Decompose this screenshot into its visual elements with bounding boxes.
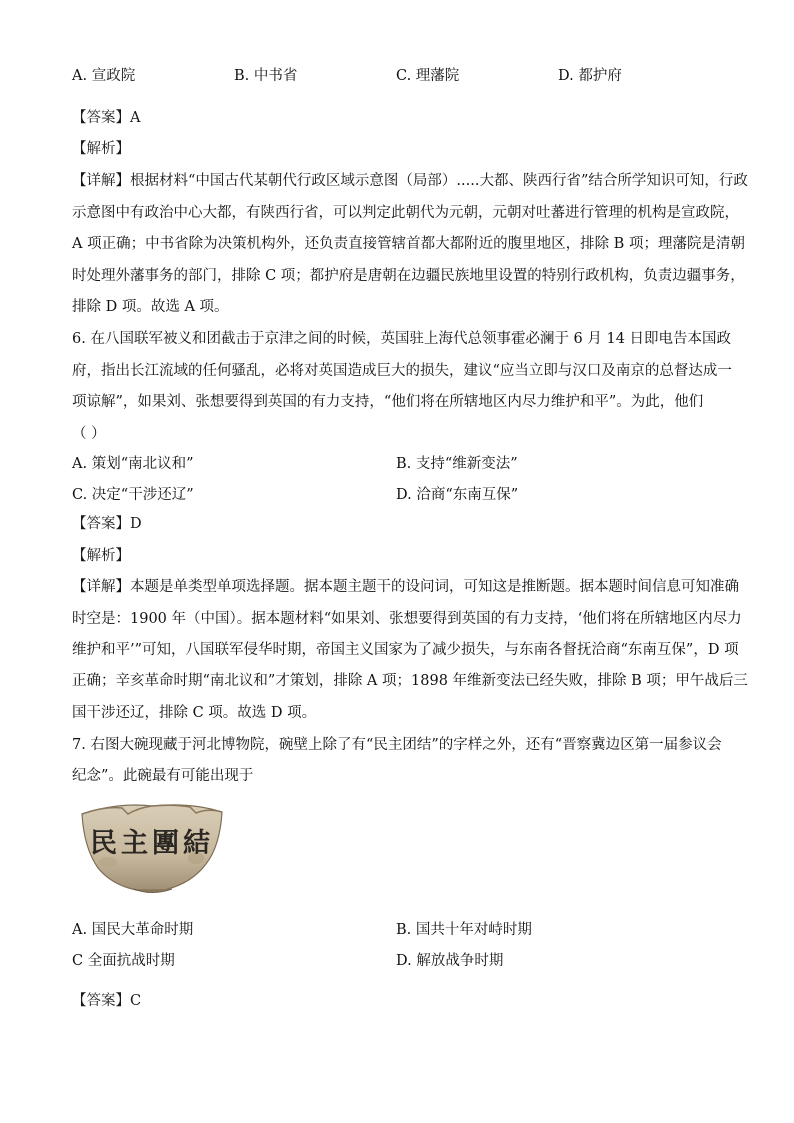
q6-detail-line: 时空是：1900 年（中国）。据本题材料“如果刘、张想要得到英国的有力支持，‘他们将在所辖地区内尽力 [72, 611, 742, 627]
q6-option-d: D. 洽商“东南互保” [396, 487, 519, 503]
bowl-illustration [78, 800, 226, 896]
q7-stem-line: 纪念”。此碗最有可能出现于 [72, 768, 254, 784]
q5-option-b: B. 中书省 [234, 68, 298, 84]
q6-stem-line: 6. 在八国联军被义和团截击于京津之间的时候，英国驻上海代总领事霍必澜于 6 月 14 日即电告本国政 [72, 331, 732, 347]
q7-answer: 【答案】C [72, 993, 142, 1009]
q7-option-c: C 全面抗战时期 [72, 953, 175, 969]
q6-detail-line: 【详解】本题是单类型单项选择题。据本题主题干的设问词，可知这是推断题。据本题时间信息可知准确 [72, 579, 739, 595]
q6-stem-line: 府，指出长江流域的任何骚乱，必将对英国造成巨大的损失，建议“应当立即与汉口及南京的总督达成一 [72, 363, 732, 379]
q7-option-d: D. 解放战争时期 [396, 953, 504, 969]
q5-detail-line: 时处理外藩事务的部门，排除 C 项；都护府是唐朝在边疆民族地里设置的特别行政机构，负责边疆事务， [72, 268, 745, 284]
q5-option-a: A. 宣政院 [72, 68, 136, 84]
q6-detail-line: 正确；辛亥革命时期“南北议和”才策划，排除 A 项；1898 年维新变法已经失败，排除 B 项；甲午战后三 [72, 673, 748, 689]
q6-analysis-heading: 【解析】 [72, 548, 130, 564]
q5-answer: 【答案】A [72, 110, 141, 126]
q6-option-a: A. 策划“南北议和” [72, 456, 194, 472]
q7-option-b: B. 国共十年对峙时期 [396, 922, 532, 938]
q6-answer: 【答案】D [72, 516, 142, 532]
q6-detail-line: 维护和平’”可知，八国联军侵华时期，帝国主义国家为了减少损失，与东南各督抚洽商“东南互保”，D 项 [72, 642, 739, 658]
q6-stem-line: 项谅解”，如果刘、张想要得到英国的有力支持，“他们将在所辖地区内尽力维护和平”。为此，他们 [72, 394, 704, 410]
q6-detail-line: 国干涉还辽，排除 C 项。故选 D 项。 [72, 705, 317, 721]
q5-detail-line: 【详解】根据材料“中国古代某朝代行政区域示意图（局部）.....大都、陕西行省”结合所学知识可知，行政 [72, 173, 748, 189]
q5-detail-line: 排除 D 项。故选 A 项。 [72, 299, 229, 315]
q5-option-d: D. 都护府 [558, 68, 622, 84]
q7-option-a: A. 国民大革命时期 [72, 922, 194, 938]
q6-stem-blank: （ ） [72, 426, 106, 442]
q5-detail-line: A 项正确；中书省除为决策机构外，还负责直接管辖首都大都附近的腹里地区，排除 B 项；理藩院是清朝 [72, 236, 745, 252]
q5-analysis-heading: 【解析】 [72, 141, 130, 157]
bowl-inscription: 民主團結 [90, 828, 214, 859]
bowl-image [78, 800, 226, 896]
q6-option-b: B. 支持“维新变法” [396, 456, 518, 472]
q5-detail-line: 示意图中有政治中心大都，有陕西行省，可以判定此朝代为元朝，元朝对吐蕃进行管理的机构是宣政院， [72, 205, 739, 221]
q7-stem-line: 7. 右图大碗现藏于河北博物院，碗壁上除了有“民主团结”的字样之外，还有“晋察冀边区第一届参议会 [72, 737, 722, 753]
q5-option-c: C. 理藩院 [396, 68, 460, 84]
q6-option-c: C. 决定“干涉还辽” [72, 487, 194, 503]
